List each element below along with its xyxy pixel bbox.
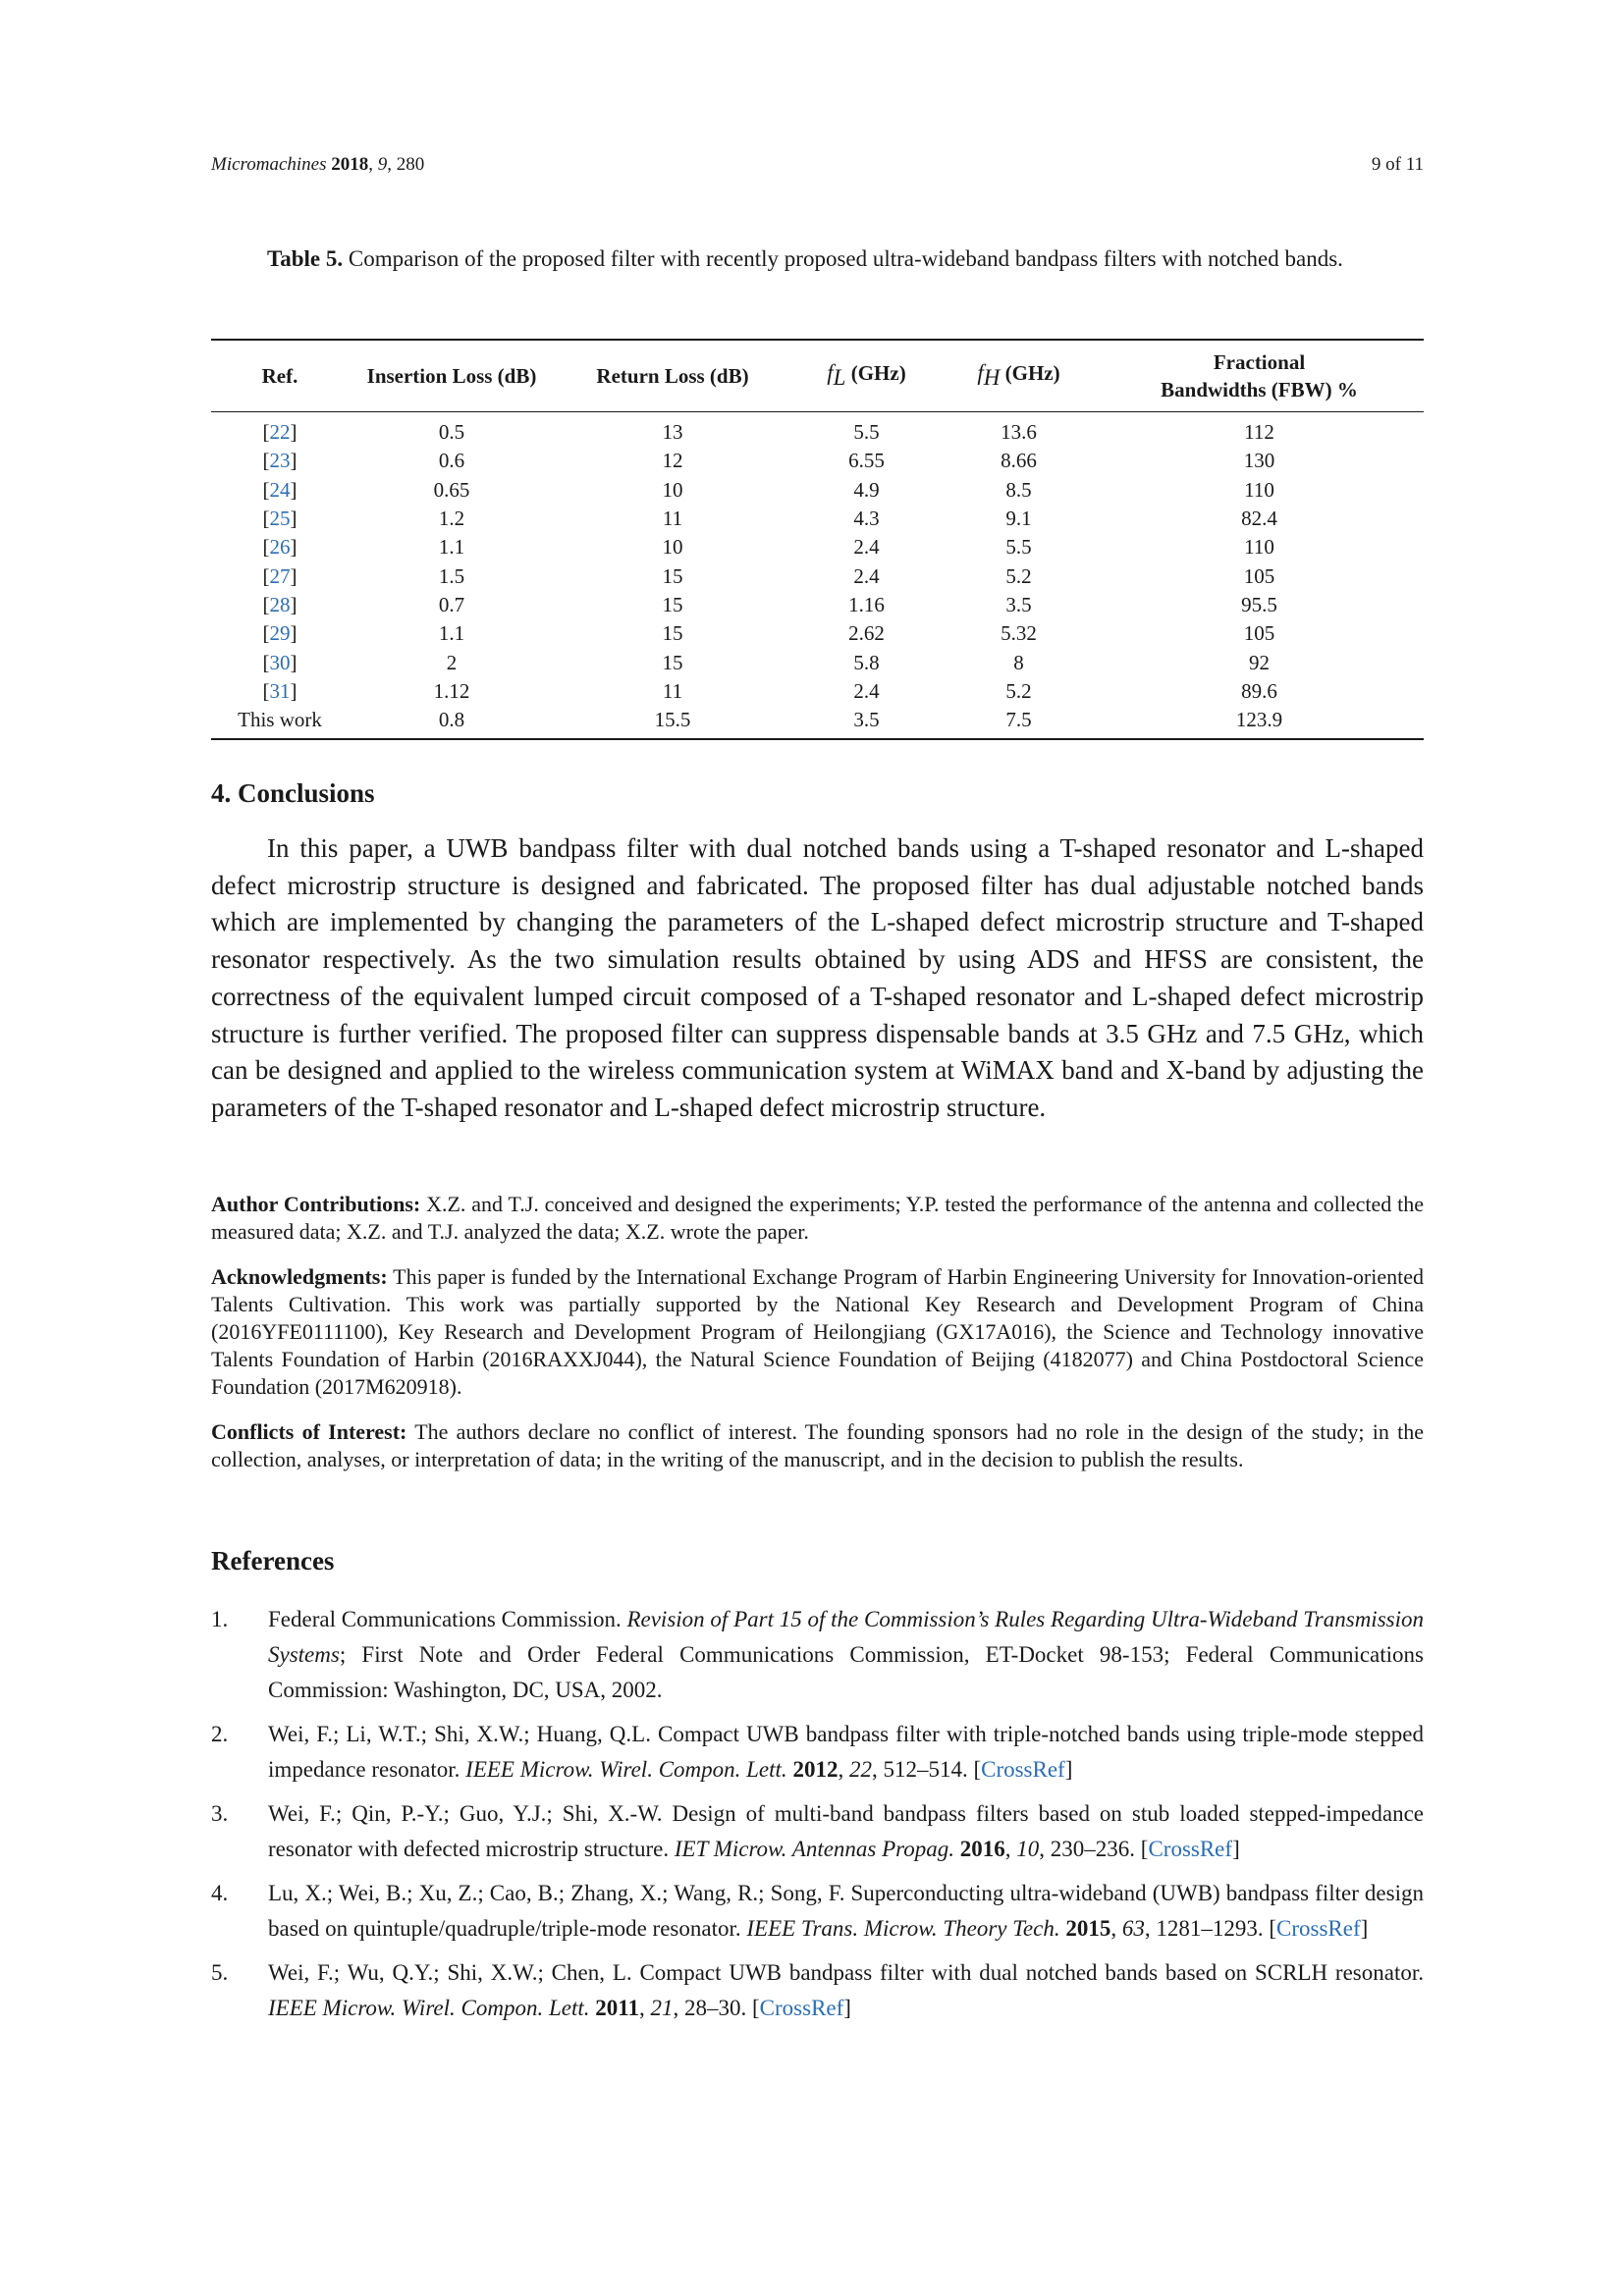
fh-cell: 5.2	[1005, 563, 1032, 588]
il-cell: 1.5	[438, 563, 465, 588]
fl-cell: 6.55	[848, 449, 885, 473]
rl-cell: 15.5	[654, 708, 691, 732]
header-fbw	[1095, 340, 1424, 412]
fl-cell: 1.16	[848, 592, 885, 616]
ref-link[interactable]: 31	[269, 678, 291, 703]
reference-journal: IEEE Microw. Wirel. Compon. Lett.	[465, 1757, 787, 1782]
table-header-row	[211, 340, 1424, 412]
fl-cell: 5.5	[853, 420, 880, 445]
ref-cell: [26]	[262, 535, 298, 560]
rl-cell: 12	[662, 449, 683, 473]
il-cell: 0.6	[438, 449, 465, 473]
reference-text: Lu, X.; Wei, B.; Xu, Z.; Cao, B.; Zhang, X.; Wang, R.; Song, F. Superconducting ultra-wideband (UWB) bandpass filter design based on quintuple/quadruple/triple-mode resonator.	[268, 1881, 1424, 1941]
fh-cell: 3.5	[1005, 592, 1032, 616]
fbw-cell: 130	[1243, 449, 1275, 473]
table-row	[211, 677, 1424, 706]
table-row	[211, 648, 1424, 676]
ref-cell: [24]	[262, 477, 298, 502]
fbw-cell: 110	[1244, 535, 1274, 560]
reference-journal: IEEE Trans. Microw. Theory Tech.	[746, 1916, 1060, 1941]
il-cell: 0.7	[438, 592, 465, 616]
fbw-cell: 95.5	[1241, 592, 1277, 616]
reference-details: ; First Note and Order Federal Communications Commission, ET-Docket 98-153; Federal Communications Commission: Washington, DC, USA, 2002.	[268, 1642, 1424, 1702]
reference-year: 2011	[595, 1996, 639, 2020]
il-cell: 0.65	[433, 477, 470, 502]
fbw-cell: 105	[1243, 563, 1275, 588]
table-row	[211, 533, 1424, 561]
reference-year: 2016	[959, 1837, 1005, 1861]
rl-cell: 15	[662, 563, 683, 588]
fbw-cell: 105	[1243, 621, 1275, 646]
fl-cell: 5.8	[853, 650, 880, 674]
rl-cell: 11	[662, 507, 683, 531]
journal-name: Micromachines	[211, 154, 327, 175]
rl-cell: 15	[662, 650, 683, 674]
rl-cell: 13	[662, 420, 683, 445]
table-caption	[267, 241, 1372, 277]
table-caption-label: Table 5.	[267, 246, 344, 271]
rl-cell: 15	[662, 592, 683, 616]
rl-cell: 10	[662, 535, 683, 560]
ref-link[interactable]: 22	[269, 420, 291, 445]
reference-number: 5.	[211, 1960, 229, 1985]
f-high-symbol: f	[977, 359, 984, 385]
reference-number: 3.	[211, 1801, 229, 1826]
ref-cell: [31]	[262, 678, 298, 703]
ref-cell: [30]	[262, 650, 298, 674]
fh-cell: 8.5	[1005, 477, 1032, 502]
reference-number: 2.	[211, 1722, 229, 1746]
il-cell: 1.1	[438, 621, 465, 646]
fbw-cell: 92	[1249, 650, 1270, 674]
crossref-link[interactable]: CrossRef	[981, 1757, 1065, 1782]
fl-cell: 2.4	[853, 535, 880, 560]
fl-cell: 2.4	[853, 563, 880, 588]
crossref-link[interactable]: CrossRef	[1276, 1916, 1361, 1941]
fl-cell: 2.62	[848, 621, 885, 646]
reference-text: Wei, F.; Li, W.T.; Shi, X.W.; Huang, Q.L. Compact UWB bandpass filter with triple-notched bands using triple-mode stepped impedance resonator.	[268, 1722, 1424, 1782]
reference-item: 3. Wei, F.; Qin, P.-Y.; Guo, Y.J.; Shi, X.-W. Design of multi-band bandpass filters based on stub loaded stepped-impedance resonator with defected microstrip structure. IET Microw. Antennas Propag. 2016, 10, 230–236. [CrossRef]	[211, 1796, 1424, 1867]
ref-link[interactable]: 24	[269, 477, 291, 502]
header-f-low	[790, 340, 943, 412]
fbw-line2: Bandwidths (FBW) %	[1161, 378, 1358, 401]
reference-title: Revision of Part 15 of the Commission’s Rules Regarding Ultra-Wideband Transmission Systems	[268, 1607, 1424, 1667]
page-number: 9 of 11	[1371, 154, 1424, 175]
header-insertion-loss: Insertion Loss (dB)	[349, 340, 555, 412]
table-caption-text: Comparison of the proposed filter with recently proposed ultra-wideband bandpass filters with notched bands.	[348, 246, 1343, 271]
il-cell: 0.8	[438, 708, 465, 732]
ref-link[interactable]: 27	[269, 563, 291, 588]
il-cell: 2	[446, 650, 458, 674]
acknowledgments	[211, 1263, 1424, 1401]
ref-cell: [22]	[262, 420, 298, 445]
fl-cell: 3.5	[853, 708, 880, 732]
reference-text: Wei, F.; Qin, P.-Y.; Guo, Y.J.; Shi, X.-W. Design of multi-band bandpass filters based on stub loaded stepped-impedance resonator with defected microstrip structure.	[268, 1801, 1424, 1861]
reference-number: 1.	[211, 1607, 229, 1631]
fh-cell: 8	[1013, 650, 1024, 674]
reference-volume: 22	[848, 1757, 872, 1782]
acknowledgments-text: This paper is funded by the International Exchange Program of Harbin Engineering University for Innovation-oriented Talents Cultivation. This work was partially supported by the National Key Research and Development Program of China (2016YFE0111100), Key Research and Development Program of Heilongjiang (GX17A016), the Science and Technology innovative Talents Foundation of Harbin (2016RAXXJ044), the Natural Science Foundation of Beijing (4182077) and China Postdoctoral Science Foundation (2017M620918).	[211, 1264, 1424, 1399]
reference-year: 2015	[1065, 1916, 1111, 1941]
crossref-link[interactable]: CrossRef	[1148, 1837, 1233, 1861]
author-contributions-label: Author Contributions:	[211, 1192, 421, 1216]
reference-text: Wei, F.; Wu, Q.Y.; Shi, X.W.; Chen, L. Compact UWB bandpass filter with dual notched bands based on SCRLH resonator.	[268, 1960, 1424, 1985]
fh-cell: 7.5	[1005, 708, 1032, 732]
table-row	[211, 505, 1424, 533]
ref-link[interactable]: 23	[269, 449, 291, 473]
fh-cell: 5.32	[1001, 621, 1037, 646]
acknowledgments-label: Acknowledgments:	[211, 1264, 388, 1289]
fl-cell: 4.9	[853, 477, 880, 502]
reference-journal: IET Microw. Antennas Propag.	[674, 1837, 955, 1861]
table-row	[211, 591, 1424, 619]
header-ref: Ref.	[211, 340, 349, 412]
conclusions-paragraph: In this paper, a UWB bandpass filter with dual notched bands using a T-shaped resonator and L-shaped defect microstrip structure is designed and fabricated. The proposed filter has dual adjustable notched bands which are implemented by changing the parameters of the L-shaped defect microstrip structure and T-shaped resonator respectively. As the two simulation results obtained by using ADS and HFSS are consistent, the correctness of the equivalent lumped circuit composed of a T-shaped resonator and L-shaped defect microstrip structure is further verified. The proposed filter can suppress dispensable bands at 3.5 GHz and 7.5 GHz, which can be designed and applied to the wireless communication system at WiMAX band and X-band by adjusting the parameters of the T-shaped resonator and L-shaped defect microstrip structure.	[211, 833, 1424, 1122]
fh-cell: 5.5	[1005, 535, 1032, 560]
reference-journal: IEEE Microw. Wirel. Compon. Lett.	[268, 1996, 590, 2020]
il-cell: 1.12	[433, 678, 470, 703]
article-number: 280	[396, 154, 425, 175]
fbw-cell: 89.6	[1241, 678, 1277, 703]
journal-volume: 9	[377, 154, 388, 175]
journal-citation: Micromachines 2018, 9, 280	[211, 154, 425, 175]
il-cell: 1.1	[438, 535, 465, 560]
table-row	[211, 447, 1424, 475]
fh-cell: 8.66	[1001, 449, 1037, 473]
reference-pages: , 28–30.	[673, 1996, 747, 2020]
fbw-cell: 110	[1244, 477, 1274, 502]
il-cell: 0.5	[438, 420, 465, 445]
f-high-subscript: H	[983, 365, 1001, 391]
reference-item: 4. Lu, X.; Wei, B.; Xu, Z.; Cao, B.; Zhang, X.; Wang, R.; Song, F. Superconducting ultra-wideband (UWB) bandpass filter design based on quintuple/quadruple/triple-mode resonator. IEEE Trans. Microw. Theory Tech. 2015, 63, 1281–1293. [CrossRef]	[211, 1876, 1424, 1947]
ref-cell: [23]	[262, 449, 298, 473]
comparison-table	[211, 339, 1424, 740]
reference-pages: , 512–514.	[871, 1757, 968, 1782]
fbw-cell: 112	[1244, 420, 1274, 445]
conflicts-of-interest	[211, 1418, 1424, 1473]
reference-item: 2. Wei, F.; Li, W.T.; Shi, X.W.; Huang, Q.L. Compact UWB bandpass filter with triple-notched bands using triple-mode stepped impedance resonator. IEEE Microw. Wirel. Compon. Lett. 2012, 22, 512–514. [CrossRef]	[211, 1717, 1424, 1788]
rl-cell: 15	[662, 621, 683, 646]
fbw-cell: 82.4	[1241, 507, 1277, 531]
reference-volume: 63	[1121, 1916, 1145, 1941]
reference-authors: Federal Communications Commission.	[268, 1607, 627, 1631]
conflicts-label: Conflicts of Interest:	[211, 1419, 407, 1444]
author-contributions-text: X.Z. and T.J. conceived and designed the experiments; Y.P. tested the performance of the antenna and collected the measured data; X.Z. and T.J. analyzed the data; X.Z. wrote the paper.	[211, 1192, 1424, 1244]
author-contributions	[211, 1191, 1424, 1246]
fbw-line1: Fractional	[1213, 350, 1306, 374]
table-row	[211, 619, 1424, 648]
reference-pages: , 230–236.	[1039, 1837, 1136, 1861]
ref-cell: [27]	[262, 563, 298, 588]
ref-link[interactable]: 28	[269, 592, 291, 616]
reference-number: 4.	[211, 1881, 229, 1905]
ref-link[interactable]: 30	[269, 650, 291, 674]
ref-link[interactable]: 29	[269, 621, 291, 646]
reference-volume: 10	[1016, 1837, 1040, 1861]
reference-item: 5. Wei, F.; Wu, Q.Y.; Shi, X.W.; Chen, L. Compact UWB bandpass filter with dual notched bands based on SCRLH resonator. IEEE Microw. Wirel. Compon. Lett. 2011, 21, 28–30. [CrossRef]	[211, 1955, 1424, 2026]
fh-cell: 9.1	[1005, 507, 1032, 531]
il-cell: 1.2	[438, 507, 465, 531]
ref-link[interactable]: 26	[269, 535, 291, 560]
reference-item	[211, 1602, 1424, 1708]
f-low-symbol: f	[827, 359, 834, 385]
rl-cell: 11	[662, 678, 683, 703]
f-low-subscript: L	[833, 365, 846, 391]
running-header	[211, 154, 1424, 176]
rl-cell: 10	[662, 477, 683, 502]
fl-cell: 2.4	[853, 678, 880, 703]
header-return-loss: Return Loss (dB)	[555, 340, 790, 412]
journal-year: 2018	[331, 154, 369, 175]
section-title-conclusions: 4. Conclusions	[211, 778, 375, 808]
ref-cell: [29]	[262, 621, 298, 646]
reference-list	[211, 1602, 1424, 2035]
f-high-unit: (GHz)	[1004, 360, 1060, 385]
reference-pages: , 1281–1293.	[1144, 1916, 1264, 1941]
f-low-unit: (GHz)	[850, 360, 906, 385]
table-row	[211, 476, 1424, 505]
ref-cell: [28]	[262, 592, 298, 616]
reference-volume: 21	[650, 1996, 674, 2020]
fbw-cell: 123.9	[1235, 708, 1283, 732]
fh-cell: 5.2	[1005, 678, 1032, 703]
section-title-references: References	[211, 1546, 335, 1575]
reference-year: 2012	[792, 1757, 839, 1782]
table-row	[211, 561, 1424, 590]
ref-link[interactable]: 25	[269, 507, 291, 531]
crossref-link[interactable]: CrossRef	[759, 1996, 844, 2020]
table-row	[211, 412, 1424, 448]
ref-cell: This work	[238, 708, 322, 732]
header-f-high	[943, 340, 1095, 412]
fl-cell: 4.3	[853, 507, 880, 531]
ref-cell: [25]	[262, 507, 298, 531]
fh-cell: 13.6	[1001, 420, 1037, 445]
conflicts-text: The authors declare no conflict of interest. The founding sponsors had no role in the design of the study; in the collection, analyses, or interpretation of data; in the writing of the manuscript, and in the decision to publish the results.	[211, 1419, 1424, 1471]
table-row-this-work	[211, 706, 1424, 739]
